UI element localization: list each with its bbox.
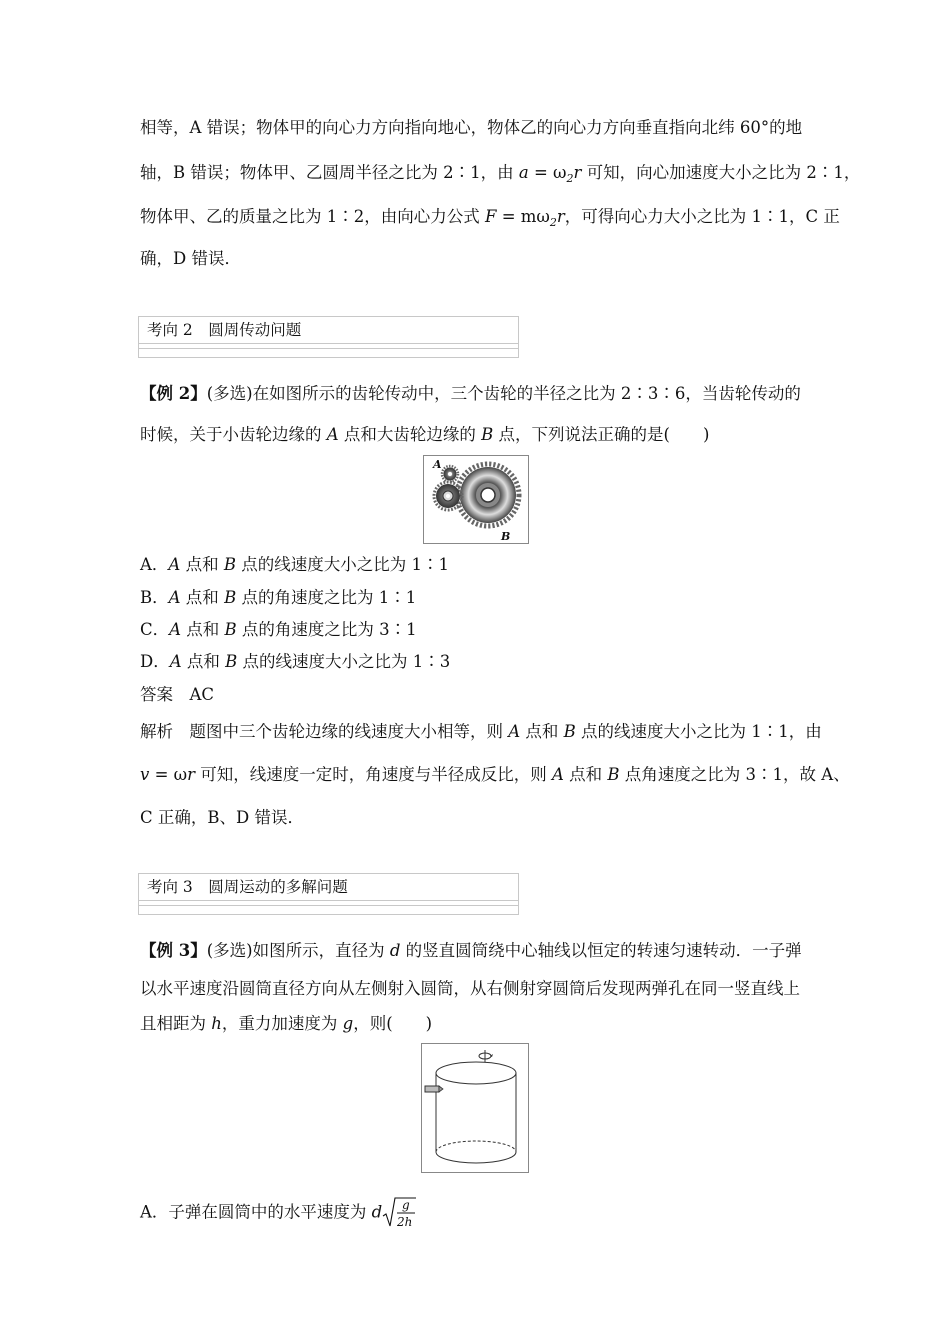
sqrt-expression [382,1196,416,1230]
option-b: B．A 点和 B 点的角速度之比为 1∶1 [140,588,417,607]
gears-diagram [424,456,528,543]
example-tag: 【例 3】 [140,941,207,960]
example-tag: 【例 2】 [140,384,207,403]
gear-figure [423,455,529,544]
intro-line-3: 物体甲、乙的质量之比为 1∶2，由向心力公式 $F = m\omega_2r$，可得向心力大小之比为 1∶1，C 正 [140,207,840,229]
point-b-label: B [501,530,511,543]
point-a-label: A [433,458,442,471]
section-title: 考向 3 圆周运动的多解问题 [147,878,348,896]
fraction-denominator: 2h [397,1215,413,1229]
example3-line-1: 【例 3】(多选)如图所示，直径为 d 的竖直圆筒绕中心轴线以恒定的转速匀速转动．一子弹 [140,941,802,960]
answer-value: AC [189,685,215,704]
option-d: D．A 点和 B 点的线速度大小之比为 1∶3 [140,652,451,671]
example3-option-a: A．子弹在圆筒中的水平速度为 d g 2h [140,1196,416,1230]
cylinder-figure [421,1043,529,1173]
intro-line-1: 相等，A 错误；物体甲的向心力方向指向地心，物体乙的向心力方向垂直指向北纬 60°的地 [140,118,803,137]
example3-line-3: 且相距为 h，重力加速度为 g，则( ) [140,1014,433,1033]
option-c: C．A 点和 B 点的角速度之比为 3∶1 [140,620,417,639]
section-header-2 [138,316,519,358]
cylinder-diagram [422,1044,528,1172]
analysis-line-3: C 正确，B、D 错误． [140,808,304,827]
fraction-numerator: g [402,1198,410,1212]
example2-line-2: 时候，关于小齿轮边缘的 A 点和大齿轮边缘的 B 点，下列说法正确的是( ) [140,425,710,444]
section-title: 考向 2 圆周传动问题 [147,321,302,339]
intro-line-2: 轴，B 错误；物体甲、乙圆周半径之比为 2∶1，由 $a = \omega_2r$ 可知，向心加速度大小之比为 2∶1， [140,163,861,185]
analysis-line-1: 解析 题图中三个齿轮边缘的线速度大小相等，则 A 点和 B 点的线速度大小之比为 1∶1，由 [140,722,822,741]
section-header-3 [138,873,519,915]
intro-line-4: 确，D 错误． [140,249,241,268]
example3-line-2: 以水平速度沿圆筒直径方向从左侧射入圆筒，从右侧射穿圆筒后发现两弹孔在同一竖直线上 [140,979,800,998]
example2-line-1: 【例 2】(多选)在如图所示的齿轮传动中，三个齿轮的半径之比为 2∶3∶6，当齿轮传动的 [140,384,801,403]
option-a: A．A 点和 B 点的线速度大小之比为 1∶1 [140,555,449,574]
analysis-line-2: v = ωr 可知，线速度一定时，角速度与半径成反比，则 A 点和 B 点角速度之比为 3∶1，故 A、 [140,765,850,784]
answer-line: 答案 AC [140,685,215,704]
bullet-icon [425,1086,439,1092]
